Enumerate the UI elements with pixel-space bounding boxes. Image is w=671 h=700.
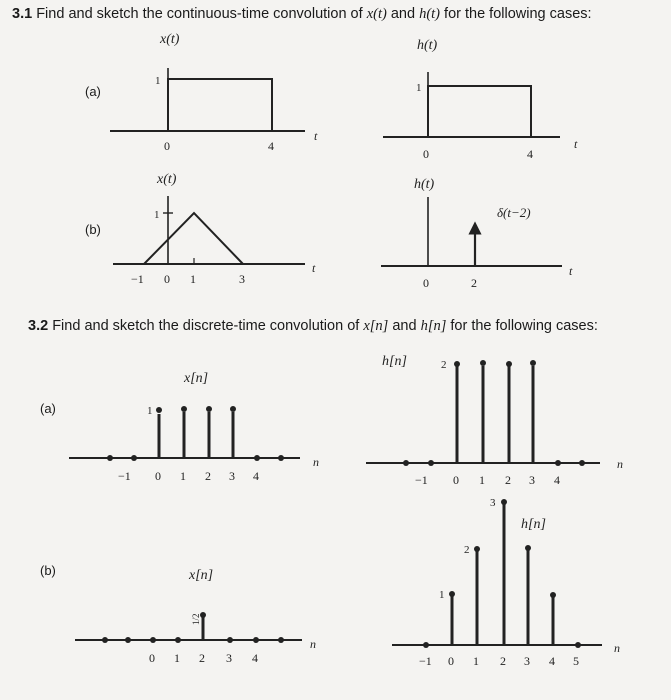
- plot-title: h(t): [417, 38, 438, 53]
- tick-label: 1: [174, 651, 180, 665]
- tick-label: 2: [471, 276, 477, 290]
- statement-text-end: for the following cases:: [444, 6, 592, 22]
- zero-sample: [175, 637, 181, 643]
- plot-title: x(t): [157, 172, 177, 187]
- tick-label: 0: [423, 147, 429, 161]
- statement-text: Find and sketch the continuous-time convolution of: [36, 6, 363, 22]
- part-b-label: (b): [85, 222, 101, 237]
- plot-title: x(t): [160, 32, 180, 47]
- tick-label: 0: [453, 473, 459, 487]
- part-a-label: (a): [40, 401, 56, 416]
- zero-sample: [423, 642, 429, 648]
- problem-number: 3.2: [28, 318, 49, 334]
- stem-dot: [230, 406, 236, 412]
- tick-label: 4: [268, 139, 274, 153]
- stem-value-label: 3: [490, 497, 496, 509]
- tick-label: 1: [479, 473, 485, 487]
- plot-32b-h: [392, 499, 602, 648]
- tick-label: 5: [573, 654, 579, 668]
- zero-sample: [227, 637, 233, 643]
- rect-pulse: [168, 79, 272, 131]
- stem-dot: [454, 361, 460, 367]
- math-x: x(t): [366, 6, 387, 22]
- statement-and: and: [390, 6, 416, 22]
- tick-label: −1: [415, 473, 428, 487]
- impulse-label: δ(t−2): [497, 205, 531, 220]
- rect-pulse: [428, 86, 531, 137]
- plot-31b-x: [113, 196, 305, 264]
- stem-dot: [156, 407, 162, 413]
- tick-label: 4: [549, 654, 555, 668]
- stem-value-label: 2: [464, 544, 470, 556]
- plot-title: h[n]: [382, 354, 407, 369]
- height-label: 2: [441, 359, 447, 371]
- axis-label: t: [574, 137, 578, 151]
- tick-label: 0: [164, 139, 170, 153]
- tick-label: −1: [118, 469, 131, 483]
- math-h: h[n]: [420, 318, 447, 334]
- tick-label: 1: [473, 654, 479, 668]
- zero-sample: [403, 460, 409, 466]
- stem-dot: [206, 406, 212, 412]
- zero-sample: [253, 637, 259, 643]
- plot-title: h[n]: [521, 517, 546, 532]
- stem-dot: [181, 406, 187, 412]
- stem-dot: [530, 360, 536, 366]
- tick-label: 3: [226, 651, 232, 665]
- tick-label: −1: [419, 654, 432, 668]
- height-label: 1: [155, 75, 161, 87]
- zero-sample: [555, 460, 561, 466]
- axis-label: n: [614, 641, 620, 655]
- statement-text-end: for the following cases:: [450, 318, 598, 334]
- statement-text: Find and sketch the discrete-time convolution of: [52, 318, 360, 334]
- height-label: 1: [416, 82, 422, 94]
- zero-sample: [131, 455, 137, 461]
- tick-label: 3: [229, 469, 235, 483]
- zero-sample: [125, 637, 131, 643]
- zero-sample: [579, 460, 585, 466]
- math-x: x[n]: [363, 318, 389, 334]
- stem-value-label: 1: [439, 589, 445, 601]
- plot-title: h(t): [414, 177, 435, 192]
- zero-sample: [107, 455, 113, 461]
- axis-label: n: [617, 457, 623, 471]
- part-a-label: (a): [85, 84, 101, 99]
- tick-label: 2: [505, 473, 511, 487]
- plot-31a-h: [383, 72, 560, 137]
- tick-label: 3: [239, 272, 245, 286]
- tick-label: 3: [524, 654, 530, 668]
- tick-label: 4: [253, 469, 259, 483]
- stem-dot: [525, 545, 531, 551]
- math-h: h(t): [419, 6, 441, 22]
- statement-and: and: [392, 318, 417, 334]
- stem-dot: [474, 546, 480, 552]
- height-label: 1: [147, 405, 153, 417]
- axis-label: t: [569, 264, 573, 278]
- half-value-label: 1/2: [191, 613, 201, 625]
- height-label: 1: [154, 209, 160, 221]
- problem-number: 3.1: [12, 6, 33, 22]
- plot-title: x[n]: [184, 371, 209, 386]
- stem-dot: [480, 360, 486, 366]
- zero-sample: [150, 637, 156, 643]
- tick-label: 2: [199, 651, 205, 665]
- tick-label: −1: [131, 272, 144, 286]
- axis-label: n: [313, 455, 319, 469]
- zero-sample: [254, 455, 260, 461]
- tick-label: 1: [180, 469, 186, 483]
- tick-label: 0: [423, 276, 429, 290]
- plot-31b-h: [381, 197, 562, 266]
- tick-label: 0: [164, 272, 170, 286]
- stem-dot: [506, 361, 512, 367]
- tick-label: 3: [529, 473, 535, 487]
- plot-32a-h: [366, 360, 600, 466]
- stem-dot: [501, 499, 507, 505]
- tick-label: 2: [205, 469, 211, 483]
- part-b-label: (b): [40, 563, 56, 578]
- tick-label: 0: [155, 469, 161, 483]
- plot-title: x[n]: [189, 568, 214, 583]
- stem-dot: [449, 591, 455, 597]
- tick-label: 4: [252, 651, 258, 665]
- zero-sample: [102, 637, 108, 643]
- stem-dot: [550, 592, 556, 598]
- axis-label: t: [314, 129, 318, 143]
- plot-32b-x: [75, 612, 302, 643]
- axis-label: n: [310, 637, 316, 651]
- tick-label: 4: [527, 147, 533, 161]
- zero-sample: [575, 642, 581, 648]
- axis-label: t: [312, 261, 316, 275]
- plot-31a-x: [110, 68, 305, 131]
- tick-label: 0: [448, 654, 454, 668]
- zero-sample: [278, 637, 284, 643]
- zero-sample: [278, 455, 284, 461]
- tick-label: 4: [554, 473, 560, 487]
- tick-label: 0: [149, 651, 155, 665]
- tick-label: 1: [190, 272, 196, 286]
- zero-sample: [428, 460, 434, 466]
- tick-label: 2: [500, 654, 506, 668]
- plot-32a-x: [69, 406, 300, 461]
